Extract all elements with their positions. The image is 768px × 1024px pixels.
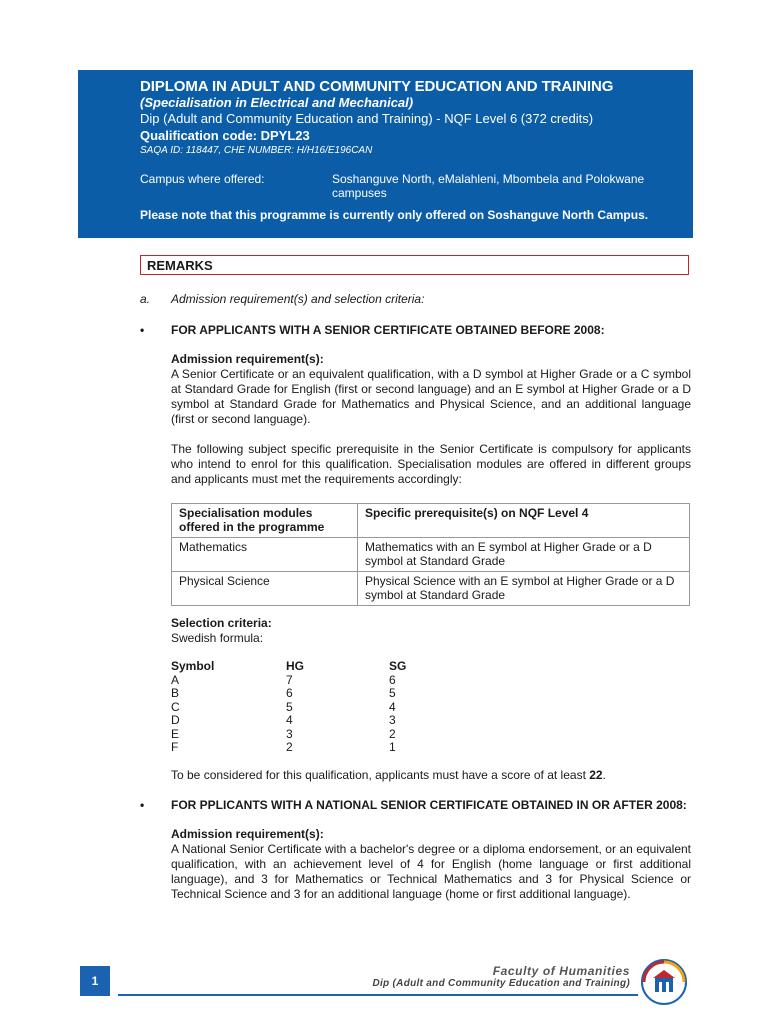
senior-cert-heading-row: [140, 323, 691, 338]
table-header-cell: Specific prerequisite(s) on NQF Level 4: [358, 504, 690, 538]
senior-cert-adm-text: A Senior Certificate or an equivalent qualification, with a D symbol at Higher Grade or a C symbol at Standard Grade for English (first or second language) and an E symbol at Higher Grade or a D symbol at Standard Grade for Mathematics and Physical Science, and an additional language (first or second language).: [171, 367, 691, 426]
campus-value: Soshanguve North, eMalahleni, Mbombela and Polokwane campuses: [332, 172, 645, 200]
bullet-icon: •: [140, 797, 145, 812]
score-line: [140, 768, 691, 783]
score-text: To be considered for this qualification, applicants must have a score of at least: [171, 767, 586, 782]
score-value: 22: [589, 767, 603, 782]
swedish-cell: C: [171, 699, 180, 714]
table-row: [172, 572, 690, 606]
campus-label: Campus where offered:: [140, 172, 265, 186]
swedish-cell: 4: [389, 699, 396, 714]
swedish-cell: F: [171, 740, 179, 754]
footer-dip: Dip (Adult and Community Education and Training): [372, 978, 630, 989]
table-cell: Mathematics with an E symbol at Higher Grade or a D symbol at Standard Grade: [358, 538, 690, 572]
qualification-code: Qualification code: DPYL23: [140, 128, 310, 143]
table-row: [172, 538, 690, 572]
swedish-cell: 6: [389, 672, 396, 687]
footer-divider: [118, 994, 638, 996]
swedish-cell: 7: [286, 672, 293, 687]
table-cell: Physical Science: [172, 572, 358, 606]
table-header-cell: Specialisation modules offered in the programme: [172, 504, 358, 538]
swedish-row: [171, 728, 691, 742]
swedish-header-cell: Symbol: [171, 659, 215, 673]
swedish-cell: 4: [286, 713, 293, 727]
selection-block: [140, 616, 691, 646]
remarks-heading: REMARKS: [140, 255, 689, 275]
swedish-cell: B: [171, 686, 180, 700]
swedish-cell: D: [171, 713, 180, 727]
selection-sub: Swedish formula:: [171, 631, 264, 645]
nsc-adm-text: A National Senior Certificate with a bachelor's degree or a diploma endorsement, or an equivalent qualification, with an achievement level of 4 for English (home language or first additional language), and 3 for Mathematics or Technical Mathematics and 3 for Physical Science or Technical Science and 3 for an additional language (home or first additional language).: [171, 841, 691, 901]
bullet-icon: •: [140, 323, 145, 337]
main-content: [140, 292, 691, 902]
swedish-row: [171, 714, 691, 728]
table-header-row: [172, 504, 690, 538]
nsc-heading-row: [140, 798, 691, 813]
swedish-row: [171, 674, 691, 688]
prereq-table: [171, 503, 690, 606]
footer-faculty: Faculty of Humanities: [492, 964, 630, 978]
swedish-table: [171, 660, 691, 755]
senior-cert-adm-heading: Admission requirement(s):: [171, 352, 324, 366]
swedish-header-row: [171, 660, 691, 674]
swedish-cell: 3: [286, 726, 293, 741]
swedish-row: [171, 741, 691, 755]
senior-cert-prereq-text: The following subject specific prerequisite in the Senior Certificate is compulsory for applicants who intend to enrol for this qualification. Specialisation modules are offered in different groups and applicants must met the requirements accordingly:: [171, 442, 691, 486]
page-number: 1: [80, 966, 110, 996]
swedish-cell: 6: [286, 686, 293, 700]
swedish-header-cell: HG: [286, 659, 304, 673]
swedish-cell: 5: [389, 686, 396, 700]
nsc-heading: FOR PPLICANTS WITH A NATIONAL SENIOR CERTIFICATE OBTAINED IN OR AFTER 2008:: [171, 797, 687, 812]
swedish-cell: E: [171, 726, 180, 741]
swedish-row: [171, 687, 691, 701]
section-a-marker: a.: [140, 292, 151, 306]
nsc-block: [140, 827, 691, 902]
swedish-cell: 2: [286, 740, 293, 754]
section-a: [140, 292, 691, 307]
swedish-cell: 3: [389, 713, 396, 727]
campus-row: [140, 172, 693, 200]
specialisation: (Specialisation in Electrical and Mechanical): [140, 95, 414, 110]
header-banner: [78, 70, 693, 238]
swedish-cell: 5: [286, 699, 293, 714]
swedish-cell: 2: [389, 726, 396, 741]
table-cell: Mathematics: [172, 538, 358, 572]
score-end: .: [602, 767, 606, 782]
swedish-row: [171, 701, 691, 715]
swedish-header-cell: SG: [389, 659, 407, 673]
university-logo-icon: [640, 958, 688, 1006]
table-cell: Physical Science with an E symbol at Higher Grade or a D symbol at Standard Grade: [358, 572, 690, 606]
section-a-text: Admission requirement(s) and selection criteria:: [171, 292, 425, 306]
campus-note: Please note that this programme is currently only offered on Soshanguve North Campus.: [140, 208, 649, 222]
senior-cert-block: [140, 352, 691, 487]
selection-heading: Selection criteria:: [171, 616, 272, 630]
nsc-adm-heading: Admission requirement(s):: [171, 826, 324, 841]
swedish-cell: A: [171, 672, 180, 687]
senior-cert-heading: FOR APPLICANTS WITH A SENIOR CERTIFICATE OBTAINED BEFORE 2008:: [171, 323, 605, 337]
saqa-id: SAQA ID: 118447, CHE NUMBER: H/H16/E196CAN: [140, 145, 373, 156]
swedish-cell: 1: [389, 740, 396, 754]
subtitle: Dip (Adult and Community Education and Training) - NQF Level 6 (372 credits): [140, 111, 594, 126]
page-title: DIPLOMA IN ADULT AND COMMUNITY EDUCATION AND TRAINING: [140, 78, 614, 95]
